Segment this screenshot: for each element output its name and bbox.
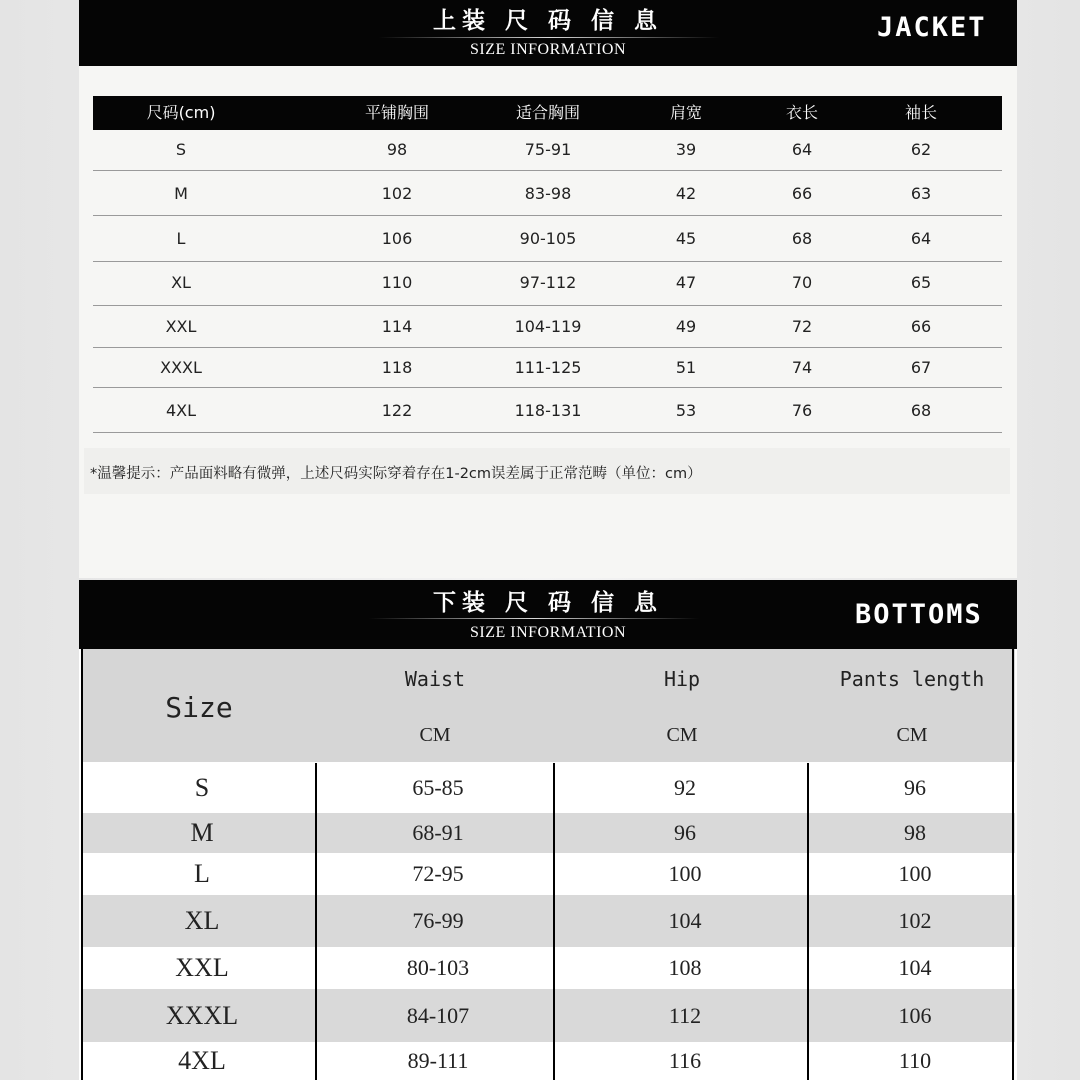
jacket-cell-fit-chest: 75-91 (524, 140, 572, 159)
jacket-cell-shoulder: 39 (675, 140, 697, 159)
bottoms-col-size: Size (165, 691, 233, 724)
bottoms-cell-hip: 116 (668, 1048, 702, 1073)
bottoms-cell-pants-length: 106 (898, 1002, 932, 1028)
bottoms-unit-pants-length: CM (896, 724, 928, 746)
jacket-cell-sleeve: 65 (910, 273, 932, 292)
bottoms-cell-hip: 96 (674, 820, 696, 845)
bottoms-cell-hip: 100 (668, 861, 702, 886)
jacket-cell-size: M (174, 184, 188, 203)
jacket-cell-size: XL (171, 273, 191, 292)
jacket-cell-flat-chest: 110 (381, 273, 413, 292)
bottoms-title-cn: 下装 尺 码 信 息 (432, 590, 664, 616)
bottoms-cell-size: L (194, 859, 210, 888)
jacket-size-note (84, 448, 1010, 494)
bottoms-size-panel (79, 580, 1017, 1080)
jacket-cell-fit-chest: 97-112 (519, 273, 577, 292)
bottoms-cell-pants-length: 102 (898, 908, 932, 933)
table-row (93, 261, 1002, 306)
table-row (93, 389, 1002, 433)
jacket-cell-length: 64 (791, 140, 813, 159)
table-row (82, 763, 1015, 813)
jacket-cell-length: 66 (791, 184, 813, 203)
jacket-cell-sleeve: 63 (910, 184, 932, 203)
jacket-cell-shoulder: 49 (675, 316, 697, 336)
bottoms-col-pants-length: Pants length (839, 667, 985, 691)
bottoms-cell-hip: 112 (668, 1002, 702, 1028)
table-row (93, 216, 1002, 262)
jacket-cell-fit-chest: 90-105 (519, 228, 577, 248)
jacket-cell-length: 74 (791, 357, 813, 377)
bottoms-cell-waist: 72-95 (412, 861, 464, 886)
table-row (93, 306, 1002, 348)
table-row (82, 989, 1015, 1042)
jacket-cell-fit-chest: 118-131 (514, 400, 582, 420)
jacket-cell-flat-chest: 106 (381, 228, 413, 248)
bottoms-column-divider (807, 763, 809, 1080)
bottoms-cell-waist: 76-99 (412, 908, 464, 933)
jacket-cell-size: XXXL (160, 357, 202, 377)
jacket-size-panel (79, 0, 1017, 578)
bottoms-cell-waist: 84-107 (406, 1002, 470, 1028)
bottoms-cell-waist: 65-85 (412, 775, 464, 800)
jacket-cell-sleeve: 67 (910, 357, 932, 377)
bottoms-cell-waist: 80-103 (406, 955, 470, 980)
bottoms-tag: BOTTOMS (855, 599, 983, 630)
bottoms-col-waist: Waist (404, 667, 466, 691)
bottoms-cell-hip: 92 (674, 775, 696, 800)
bottoms-cell-pants-length: 98 (904, 820, 926, 845)
bottoms-cell-size: XXXL (165, 1000, 239, 1030)
bottoms-cell-waist: 68-91 (412, 820, 464, 845)
jacket-table-header (93, 96, 1002, 130)
bottoms-column-divider (553, 763, 555, 1080)
bottoms-column-divider (315, 763, 317, 1080)
jacket-cell-flat-chest: 114 (381, 316, 413, 336)
table-row (82, 813, 1015, 853)
jacket-cell-flat-chest: 122 (381, 400, 413, 420)
jacket-cell-sleeve: 66 (910, 316, 932, 336)
bottoms-cell-size: S (194, 773, 210, 802)
jacket-cell-fit-chest: 83-98 (524, 184, 572, 203)
jacket-cell-shoulder: 45 (675, 228, 697, 248)
table-row (93, 130, 1002, 171)
jacket-col-size: 尺码(cm) (146, 103, 216, 122)
jacket-banner (79, 0, 1017, 66)
jacket-cell-size: XXL (165, 316, 197, 336)
bottoms-cell-hip: 104 (668, 908, 702, 933)
jacket-col-fit-chest: 适合胸围 (515, 103, 581, 122)
jacket-cell-length: 76 (791, 400, 813, 420)
bottoms-table-header (82, 649, 1015, 762)
jacket-cell-fit-chest: 111-125 (514, 357, 582, 377)
jacket-col-length: 衣长 (785, 103, 819, 122)
jacket-cell-shoulder: 42 (675, 184, 697, 203)
jacket-cell-length: 68 (791, 228, 813, 248)
jacket-cell-shoulder: 53 (675, 400, 697, 420)
bottoms-cell-hip: 108 (668, 955, 702, 980)
jacket-col-flat-chest: 平铺胸围 (364, 103, 430, 122)
bottoms-banner (79, 580, 1017, 649)
table-row (82, 895, 1015, 947)
bottoms-unit-waist: CM (419, 724, 451, 746)
jacket-cell-sleeve: 62 (910, 140, 932, 159)
bottoms-col-hip: Hip (663, 667, 701, 691)
jacket-cell-sleeve: 68 (910, 400, 932, 420)
bottoms-cell-size: M (190, 818, 214, 847)
bottoms-cell-pants-length: 110 (898, 1048, 932, 1073)
bottoms-cell-waist: 89-111 (407, 1048, 469, 1073)
bottoms-banner-divider (369, 618, 699, 619)
jacket-title-cn: 上装 尺 码 信 息 (432, 8, 664, 34)
table-row (82, 1042, 1015, 1080)
jacket-note-text: *温馨提示：产品面料略有微弹，上述尺码实际穿着存在1-2cm误差属于正常范畴（单位：cm） (90, 466, 702, 482)
bottoms-cell-size: 4XL (178, 1046, 226, 1075)
bottoms-title-en: SIZE INFORMATION (470, 624, 626, 641)
bottoms-unit-hip: CM (666, 724, 698, 746)
jacket-cell-shoulder: 47 (675, 273, 697, 292)
jacket-cell-sleeve: 64 (910, 228, 932, 248)
bottoms-cell-pants-length: 96 (904, 775, 926, 800)
jacket-cell-size: L (176, 228, 186, 248)
bottoms-cell-pants-length: 104 (898, 955, 932, 980)
jacket-col-shoulder: 肩宽 (669, 103, 703, 122)
jacket-cell-size: 4XL (165, 400, 197, 420)
jacket-title-en: SIZE INFORMATION (470, 41, 626, 58)
jacket-cell-flat-chest: 102 (381, 184, 413, 203)
jacket-tag: JACKET (877, 12, 987, 43)
bottoms-cell-pants-length: 100 (898, 861, 932, 886)
table-row (82, 853, 1015, 895)
table-row (93, 348, 1002, 388)
jacket-cell-flat-chest: 118 (381, 357, 413, 377)
jacket-banner-divider (379, 37, 719, 38)
jacket-cell-length: 70 (791, 273, 813, 292)
jacket-cell-fit-chest: 104-119 (514, 316, 582, 336)
bottoms-cell-size: XL (184, 906, 220, 935)
table-row (82, 947, 1015, 989)
jacket-col-sleeve: 袖长 (904, 103, 938, 122)
jacket-cell-length: 72 (791, 316, 813, 336)
jacket-cell-shoulder: 51 (675, 357, 697, 377)
jacket-cell-flat-chest: 98 (386, 140, 408, 159)
table-row (93, 173, 1002, 216)
bottoms-cell-size: XXL (175, 953, 229, 982)
jacket-cell-size: S (175, 140, 187, 159)
